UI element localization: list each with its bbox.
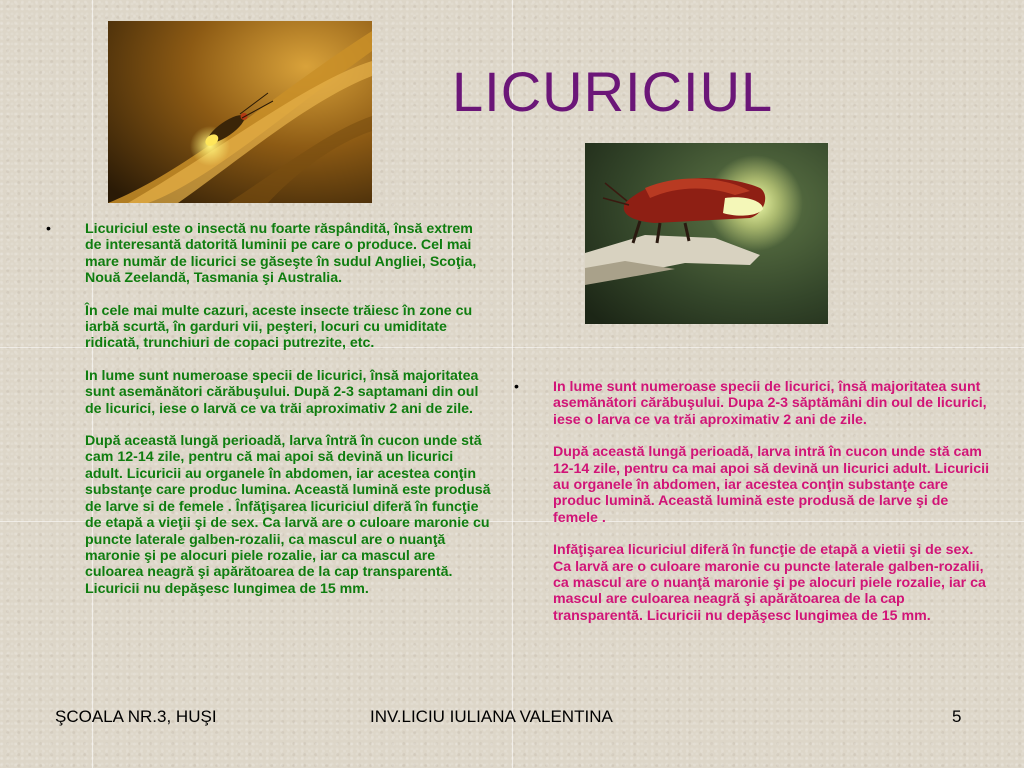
right-text-column (514, 379, 992, 624)
paragraph: • Licuriciul este o insectă nu foarte răspândită, însă extrem de interesantă datorită luminii pe care o produce. Cel mai mare număr de licurici se găseşte în sudul Angliei, Scoţia, Nouă Zeelandă, Tasmania şi Australia. (85, 221, 477, 287)
paragraph: Infăţişarea licuriciul diferă în funcţie de etapă a vietii şi de sex. Ca larvă are o culoare maronie cu puncte laterale galben-rozalii, ca mascul are o nuanţă maronie şi pe alocuri piele rozalie, iar ca mascul are culoarea neagră şi apărătoarea de la cap transparentă. Licuricii nu depăşesc lungimea de 15 mm. (553, 542, 986, 624)
firefly-on-branch-photo (585, 143, 828, 324)
paragraph: După această lungă perioadă, larva intră în cucon unde stă cam 12-14 zile, pentru ca mai apoi să devină un licurici adult. Licuricii au organele în abdomen, iar acestea conţin substanţe care produc lumină. Această lumină este produsă de larve şi de femele . (553, 444, 990, 526)
page-number: 5 (952, 707, 962, 726)
bullet-item (46, 221, 492, 597)
firefly-on-grass-photo (108, 21, 372, 203)
left-text-column (46, 221, 492, 597)
paragraph: In lume sunt numeroase specii de licurici, însă majoritatea sunt asemănători cărăbuşului. După 2-3 saptamani din oul de licurici, iese o larvă ce va trăi aproximativ 2 ani de zile. (85, 367, 479, 417)
bullet-item (514, 379, 992, 624)
page-title: LICURICIUL (452, 60, 774, 123)
paragraph: După această lungă perioadă, larva întră în cucon unde stă cam 12-14 zile, pentru că mai apoi să devină un licurici adult. Licuricii au organele în abdomen, iar acestea conţin substanţe care produc lumina. Această lumină este produsă de larve si de femele . Înfăţişarea licuriciul diferă în funcţie de etapă a vieţii şi de sex. Ca larvă are o culoare maronie cu puncte laterale galben-rozalii, ca mascul are o nuanţă maronie şi pe alocuri piele rozalie, iar ca mascul are culoarea neagră şi apărătoarea de la cap transparentă. Licuricii nu depăşesc lungimea de 15 mm. (85, 433, 491, 597)
footer-school: ŞCOALA NR.3, HUŞI (55, 707, 217, 726)
footer-author: INV.LICIU IULIANA VALENTINA (370, 707, 613, 726)
paragraph: • In lume sunt numeroase specii de licurici, însă majoritatea sunt asemănători cărăbuşului. Dupa 2-3 săptămâni din oul de licurici, iese o larva ce va trăi aproximativ 2 ani de zile. (553, 379, 987, 428)
paragraph: În cele mai multe cazuri, aceste insecte trăiesc în zone cu iarbă scurtă, în garduri vii, peşteri, locuri cu umiditate ridicată, trunchiuri de copaci putrezite, etc. (85, 302, 473, 352)
